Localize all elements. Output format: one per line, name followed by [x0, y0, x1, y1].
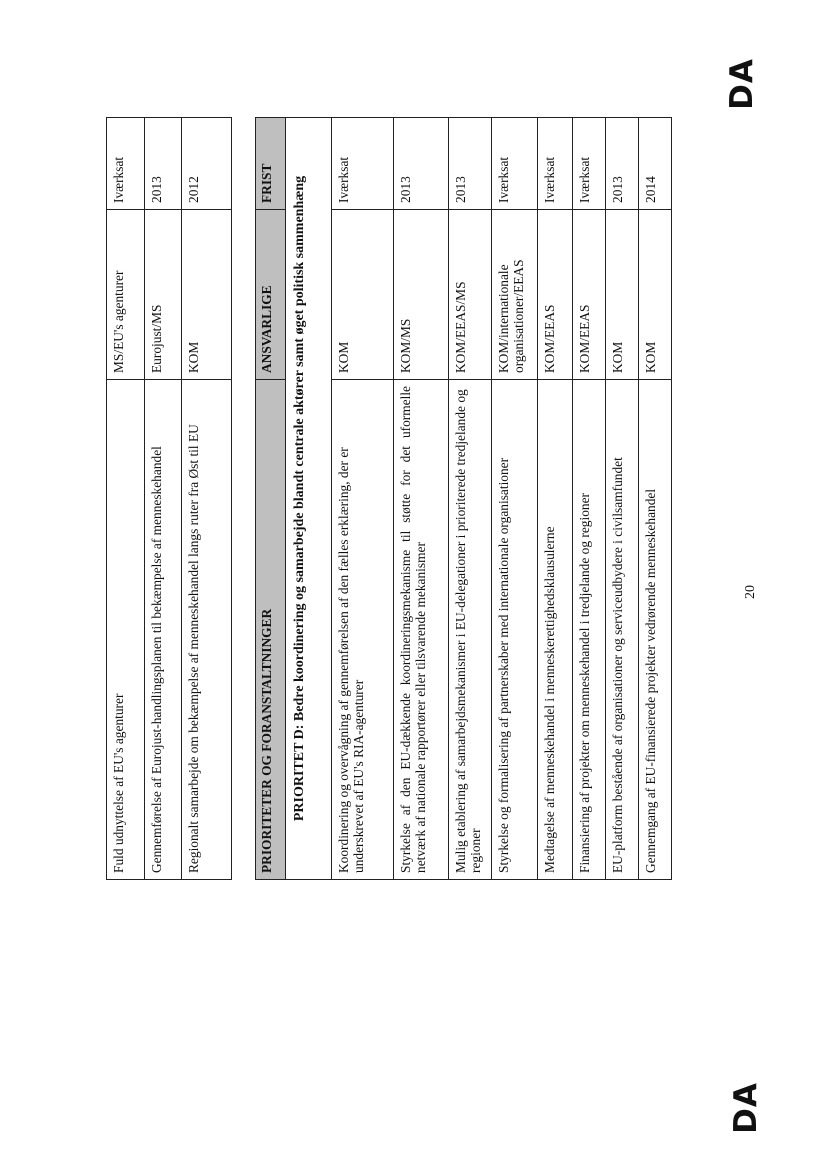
- priority-row: [286, 118, 332, 880]
- priority-title: PRIORITET D: Bedre koordinering og samarbejde blandt centrale aktører samt øget politisk sammenhæng: [286, 118, 332, 880]
- main-table-frame: [255, 118, 697, 880]
- table-row: [538, 118, 573, 880]
- language-marker-bottom: DA: [728, 1082, 764, 1134]
- responsible-cell: KOM/EEAS: [573, 210, 606, 380]
- deadline-cell: Iværksat: [332, 118, 394, 210]
- header-deadline: FRIST: [256, 118, 286, 210]
- responsible-cell: KOM/MS: [394, 210, 449, 380]
- deadline-cell: 2013: [606, 118, 639, 210]
- responsible-cell: KOM: [332, 210, 394, 380]
- responsible-cell: KOM: [639, 210, 672, 380]
- table-row: [182, 118, 232, 880]
- deadline-cell: Iværksat: [107, 118, 145, 210]
- page-number: 20: [743, 585, 758, 599]
- deadline-cell: Iværksat: [538, 118, 573, 210]
- responsible-cell: KOM/EEAS: [538, 210, 573, 380]
- table-row: [606, 118, 639, 880]
- action-cell: Gennemførelse af Eurojust-handlingsplanen til bekæmpelse af menneskehandel: [145, 380, 182, 880]
- action-cell: Finansiering af projekter om menneskehandel i tredjelande og regioner: [573, 380, 606, 880]
- deadline-cell: 2014: [639, 118, 672, 210]
- action-cell: Koordinering og overvågning af gennemførelsen af den fælles erklæring, der er underskrevet af EU's RIA-agenturer: [332, 380, 394, 880]
- action-cell: Medtagelse af menneskehandel i menneskerettighedsklausulerne: [538, 380, 573, 880]
- responsible-cell: MS/EU's agenturer: [107, 210, 145, 380]
- table-row: [394, 118, 449, 880]
- responsible-cell: KOM: [182, 210, 232, 380]
- responsible-cell: KOM/internationale organisationer/EEAS: [492, 210, 538, 380]
- main-table: [255, 117, 672, 880]
- deadline-cell: 2013: [145, 118, 182, 210]
- deadline-cell: 2013: [394, 118, 449, 210]
- deadline-cell: 2013: [449, 118, 492, 210]
- table-row: [449, 118, 492, 880]
- top-table-frame: [106, 118, 231, 880]
- table-row: [573, 118, 606, 880]
- action-cell: Styrkelse og formalisering af partnerskaber med internationale organisationer: [492, 380, 538, 880]
- action-cell: EU-platform bestående af organisationer og serviceudbydere i civilsamfundet: [606, 380, 639, 880]
- deadline-cell: 2012: [182, 118, 232, 210]
- table-row: [107, 118, 145, 880]
- action-cell: Mulig etablering af samarbejdsmekanismer i EU-delegationer i prioriterede tredjelande og regioner: [449, 380, 492, 880]
- table-row: [492, 118, 538, 880]
- table-row: [145, 118, 182, 880]
- action-cell: Fuld udnyttelse af EU's agenturer: [107, 380, 145, 880]
- header-responsible: ANSVARLIGE: [256, 210, 286, 380]
- deadline-cell: Iværksat: [492, 118, 538, 210]
- responsible-cell: KOM/EEAS/MS: [449, 210, 492, 380]
- table-row: [332, 118, 394, 880]
- action-cell: Gennemgang af EU-finansierede projekter vedrørende menneskehandel: [639, 380, 672, 880]
- table-row: [639, 118, 672, 880]
- header-priorities: PRIORITETER OG FORANSTALTNINGER: [256, 380, 286, 880]
- responsible-cell: Eurojust/MS: [145, 210, 182, 380]
- header-row: [256, 118, 286, 880]
- deadline-cell: Iværksat: [573, 118, 606, 210]
- top-table: [106, 117, 232, 880]
- responsible-cell: KOM: [606, 210, 639, 380]
- language-marker-top: DA: [724, 58, 760, 110]
- action-cell: Styrkelse af den EU-dækkende koordineringsmekanisme til støtte for det uformelle netværk af nationale rapportører eller tilsvarende mekanismer: [394, 380, 449, 880]
- action-cell: Regionalt samarbejde om bekæmpelse af menneskehandel langs ruter fra Øst til EU: [182, 380, 232, 880]
